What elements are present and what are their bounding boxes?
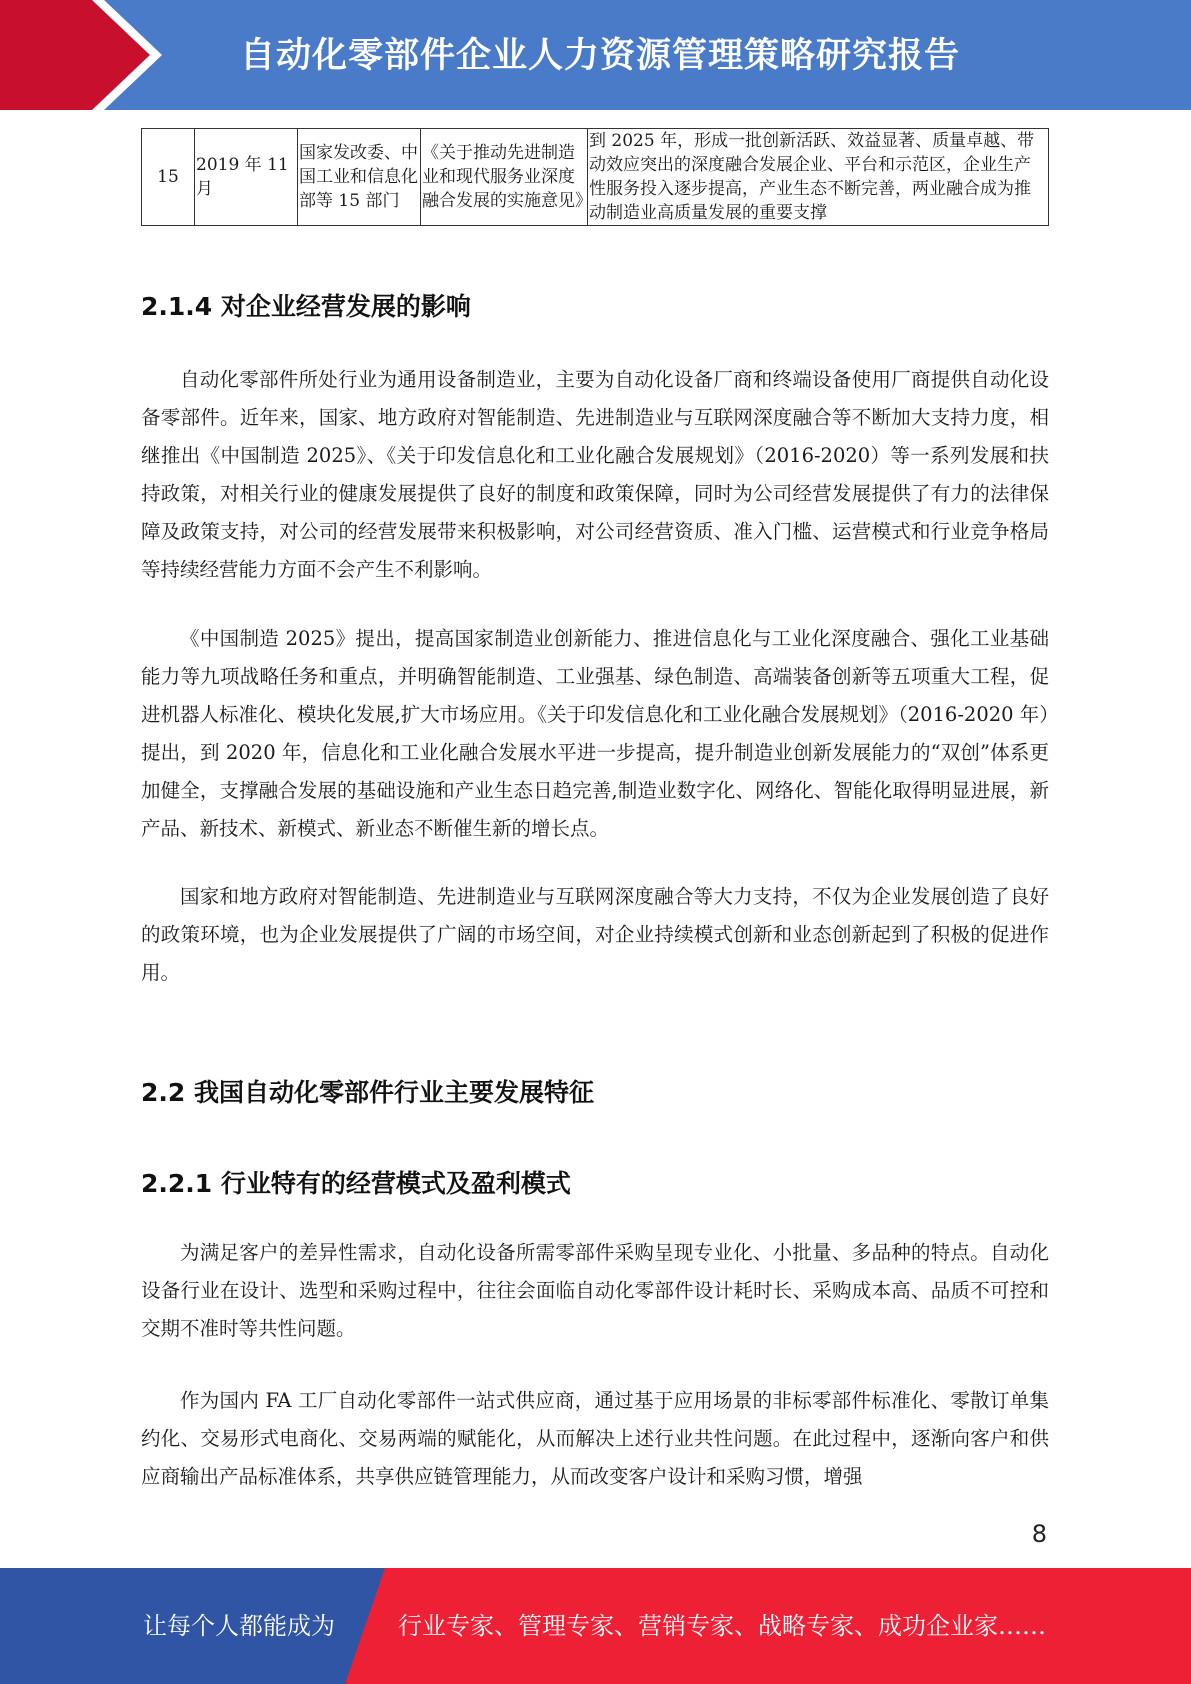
paragraph: 作为国内 FA 工厂自动化零部件一站式供应商，通过基于应用场景的非标零部件标准化、零散订单集约化、交易形式电商化、交易两端的赋能化，从而解决上述行业共性问题。在此过程中，逐渐向客户和供应商输出产品标准体系，共享供应链管理能力，从而改变客户设计和采购习惯，增强 bbox=[141, 1389, 1049, 1488]
report-title: 自动化零部件企业人力资源管理策略研究报告 bbox=[240, 36, 961, 76]
footer-slogan-left: 让每个人都能成为 bbox=[143, 1612, 335, 1640]
header-banner bbox=[0, 0, 1191, 110]
cell-department: 国家发改委、中国工业和信息化部等 15 部门 bbox=[298, 129, 421, 226]
paragraph: 自动化零部件所处行业为通用设备制造业，主要为自动化设备厂商和终端设备使用厂商提供自动化设备零部件。近年来，国家、地方政府对智能制造、先进制造业与互联网深度融合等不断加大支持力度，相继推出《中国制造 2025》、《关于印发信息化和工业化融合发展规划》（2016-2020）等一系列发展和扶持政策，对相关行业的健康发展提供了良好的制度和政策保障，同时为公司经营发展提供了有力的法律保障及政策支持，对公司的经营发展带来积极影响，对公司经营资质、准入门槛、运营模式和行业竞争格局等持续经营能力方面不会产生不利影响。 bbox=[141, 368, 1049, 581]
cell-policy-name: 《关于推动先进制造业和现代服务业深度融合发展的实施意见》 bbox=[421, 129, 588, 226]
page-number: 8 bbox=[1031, 1520, 1047, 1548]
policy-table bbox=[141, 128, 1049, 226]
cell-number: 15 bbox=[142, 129, 195, 226]
heading-2-2-1: 2.2.1 行业特有的经营模式及盈利模式 bbox=[141, 1169, 571, 1198]
heading-2-1-4: 2.1.4 对企业经营发展的影响 bbox=[141, 292, 471, 321]
footer-slogan-right: 行业专家、管理专家、营销专家、战略专家、成功企业家…… bbox=[398, 1612, 1046, 1640]
cell-date: 2019 年 11 月 bbox=[195, 129, 298, 226]
heading-2-2: 2.2 我国自动化零部件行业主要发展特征 bbox=[141, 1078, 594, 1107]
footer-banner bbox=[0, 1568, 1191, 1684]
paragraph: 为满足客户的差异性需求，自动化设备所需零部件采购呈现专业化、小批量、多品种的特点。自动化设备行业在设计、选型和采购过程中，往往会面临自动化零部件设计耗时长、采购成本高、品质不可控和交期不准时等共性问题。 bbox=[141, 1241, 1049, 1340]
paragraph: 《中国制造 2025》提出，提高国家制造业创新能力、推进信息化与工业化深度融合、强化工业基础能力等九项战略任务和重点，并明确智能制造、工业强基、绿色制造、高端装备创新等五项重大工程，促进机器人标准化、模块化发展,扩大市场应用。《关于印发信息化和工业化融合发展规划》（2016-2020 年）提出，到 2020 年，信息化和工业化融合发展水平进一步提高，提升制造业创新发展能力的“双创”体系更加健全，支撑融合发展的基础设施和产业生态日趋完善,制造业数字化、网络化、智能化取得明显进展，新产品、新技术、新模式、新业态不断催生新的增长点。 bbox=[141, 627, 1049, 840]
table-row bbox=[142, 129, 1049, 226]
cell-policy-content: 到 2025 年，形成一批创新活跃、效益显著、质量卓越、带动效应突出的深度融合发展企业、平台和示范区，企业生产性服务投入逐步提高，产业生态不断完善，两业融合成为推动制造业高质量发展的重要支撑 bbox=[588, 129, 1049, 226]
paragraph: 国家和地方政府对智能制造、先进制造业与互联网深度融合等大力支持，不仅为企业发展创造了良好的政策环境，也为企业发展提供了广阔的市场空间，对企业持续模式创新和业态创新起到了积极的促进作用。 bbox=[141, 885, 1049, 984]
